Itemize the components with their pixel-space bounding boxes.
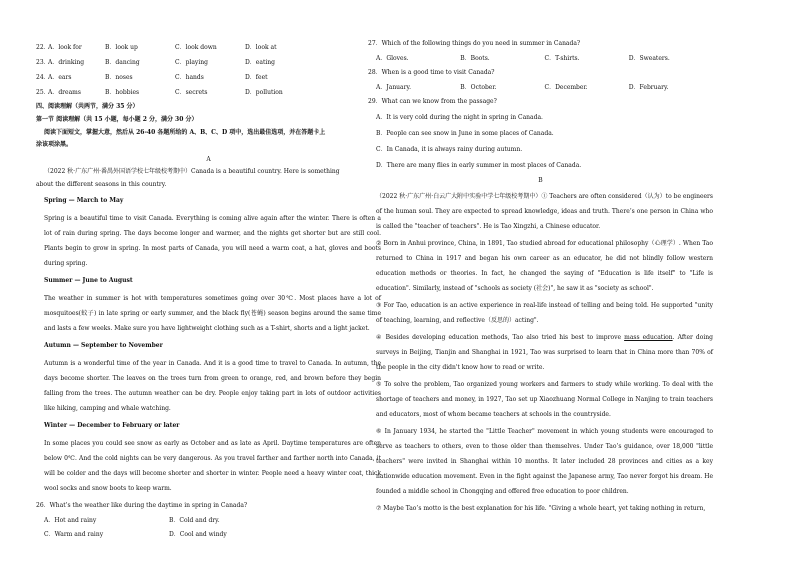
paragraph-7: ⑦ Maybe Tao’s motto is the best explanation for his life. "Giving a whole heart, yet taking nothing in return, <box>376 505 706 512</box>
cloze-options <box>36 40 381 100</box>
cloze-row-22 <box>36 40 381 55</box>
cloze-row-24 <box>36 70 381 85</box>
option-c: C．T-shirts. <box>544 55 580 62</box>
autumn-heading: Autumn — September to November <box>44 342 163 349</box>
option-d: D．look at <box>245 43 277 51</box>
part1-title: 第一节 阅读理解（共 15 小题，每小题 2 分，满分 30 分） <box>36 116 198 123</box>
q29-option-b: B．People can see snow in June in some places of Canada. <box>376 130 554 137</box>
question-27: 27．Which of the following things do you need in summer in Canada? <box>368 40 581 47</box>
q29-option-d: D．There are many flies in early summer in most places of Canada. <box>376 162 582 169</box>
spring-text: Spring is a beautiful time to visit Canada. Everything is coming alive again after the winter. There is often a lot of rain during spring. The days become longer and warmer, and the nights get shorter but are still cool. Plants begin to grow in spring. In most parts of Canada, you will need a warm coat, a hat, gloves and boots during spring. <box>44 215 381 267</box>
part1-instructions: 阅读下面短文，掌握大意，然后从 26-40 各题所给的 A、B、C、D 项中，选出最佳选项，并在答题卡上 <box>44 129 326 136</box>
option-c: C．secrets <box>175 88 208 96</box>
option-a: A．Gloves. <box>376 55 409 62</box>
option-c: C．playing <box>175 58 208 66</box>
option-c: C．hands <box>175 73 204 81</box>
paragraph-3: ③ For Tao, education is an active experience in real-life instead of telling and being told. He supported "unity of teaching, learning, and reflective（反思的）acting". <box>376 302 713 324</box>
question-number: 25． <box>36 88 50 96</box>
paragraph-5: ⑤ To solve the problem, Tao organized young workers and farmers to study while working. To deal with the shortage of teachers and money, in 1927, Tao set up Xiaozhuang Normal College in Nanjing to train teachers and educators, most of whom became teachers at schools in the countryside. <box>376 381 713 418</box>
underlined-term: mass education <box>624 334 673 341</box>
option-b: B．hobbies <box>105 88 140 96</box>
autumn-text: Autumn is a wonderful time of the year in Canada. And it is a good time to travel to Canada. In autumn, the days become shorter. The leaves on the trees turn from green to orange, red, and brown before they begin falling from the trees. The autumn weather can be dry. People enjoy taking part in lots of outdoor activities like hiking, camping and whale watching. <box>44 360 381 412</box>
cloze-row-23 <box>36 55 381 70</box>
section-title: 四、阅读理解（共两节，满分 35 分） <box>36 103 139 110</box>
option-d: D．Sweaters. <box>628 55 670 62</box>
option-a: A．drinking <box>48 58 85 66</box>
option-d: D．Cool and windy <box>169 531 227 538</box>
option-b: B．Cold and dry. <box>169 517 220 524</box>
q26-options-row-1 <box>36 514 381 528</box>
option-c: C．Warm and rainy <box>44 531 104 538</box>
question-28: 28．When is a good time to visit Canada? <box>368 69 495 76</box>
option-c: C．December. <box>544 84 588 91</box>
option-d: D．pollution <box>245 88 283 96</box>
part1-instructions-cont: 涂该项涂黑。 <box>36 141 73 148</box>
q29-option-c: C．In Canada, it is always rainy during autumn. <box>376 146 523 153</box>
option-c: C．look down <box>175 43 217 51</box>
cloze-row-25 <box>36 85 381 100</box>
passage-letter-b: B <box>538 177 543 184</box>
winter-heading: Winter — December to February or later <box>44 422 180 429</box>
option-d: D．eating <box>245 58 275 66</box>
q29-option-a: A．It is very cold during the night in spring in Canada. <box>376 114 543 121</box>
left-column <box>36 40 381 542</box>
option-a: A．dreams <box>48 88 81 96</box>
option-b: B．October. <box>460 84 497 91</box>
paragraph-4-text: ④ Besides developing education methods, Tao also tried his best to improve <box>376 334 625 341</box>
q26-options-row-2 <box>36 528 381 542</box>
option-a: A．ears <box>48 73 72 81</box>
option-b: B．dancing <box>105 58 140 66</box>
option-b: B．Boots. <box>460 55 490 62</box>
option-a: A．Hot and rainy <box>44 517 97 524</box>
question-number: 23． <box>36 58 50 66</box>
option-b: B．noses <box>105 73 133 81</box>
paragraph-4 <box>368 330 713 375</box>
option-a: A．look for <box>48 43 82 51</box>
source-line: （2022 秋·广东广州·番禺外国语学校七年级校考期中）Canada is a beautiful country. Here is something <box>44 168 340 175</box>
paragraph-1: （2022 秋·广东广州·白云广大附中实验中学七年级校考期中）① Teachers are often considered（认为）to be engineers of the human soul. They are expected to spread knowledge, ideas and truth. There’s one person in China who is called the "teacher of teachers". He is Tao Xingzhi, a Chinese educator. <box>376 193 713 230</box>
paragraph-6: ⑥ In January 1934, he started the "Little Teacher" movement in which young students were encouraged to serve as teachers to others, even to those older than themselves. Under Tao’s guidance, over 18,000 "little teachers" were invited in Shanghai within 10 months. It later included 28 provinces and cities as a key nationwide education movement. Even in the fight against the Japanese army, Tao never forgot his dream. He founded a middle school in Chongqing and offered free education to poor children. <box>376 428 713 495</box>
summer-heading: Summer — June to August <box>44 277 133 284</box>
question-29: 29．What can we know from the passage? <box>368 98 497 105</box>
q28-options <box>368 81 713 95</box>
option-b: B．look up <box>105 43 138 51</box>
right-column <box>368 40 713 516</box>
summer-text: The weather in summer is hot with temperatures sometimes going over 30℃. Most places have a lot of mosquitoes(蚊子) in late spring or early summer, and the black fly(苍蝇) season begins around the same time and lasts a few weeks. Make sure you have lightweight clothing such as a T-shirt, shorts and a light jacket. <box>44 295 381 332</box>
paragraph-4-text-cont: . After doing surveys in Beijing, Tianjin and Shanghai in 1921, Tao was surprised to learn that in China more than 70% of the people in the city didn't know how to read or write. <box>376 334 714 371</box>
q27-options <box>368 52 713 66</box>
passage-letter: A <box>206 156 211 163</box>
source-line-cont: about the different seasons in this country. <box>36 181 167 188</box>
spring-heading: Spring — March to May <box>44 197 124 204</box>
question-number: 22． <box>36 43 50 51</box>
option-a: A．January. <box>376 84 411 91</box>
question-number: 24． <box>36 73 50 81</box>
option-d: D．feet <box>245 73 268 81</box>
paragraph-2: ② Born in Anhui province, China, in 1891, Tao studied abroad for educational philosophy（心理学）. When Tao returned to China in 1917 and began his own career as an educator, he did not blindly follow western education methods or theories. In fact, he changed the saying of "Education is life itself" to "Life is education". Similarly, instead of "schools as society (社会)", he saw it as "society as school". <box>376 240 713 292</box>
winter-text: In some places you could see snow as early as October and as late as April. Daytime temperatures are often below 0℃. And the cold nights can be very dangerous. As you travel farther and farther north into Canada, it will be colder and the days will become shorter and shorter in winter. People need a heavy winter coat, thick wool socks and snow boots to keep warm. <box>44 440 381 492</box>
option-d: D．February. <box>628 84 669 91</box>
question-26: 26．What’s the weather like during the daytime in spring in Canada? <box>36 502 248 509</box>
